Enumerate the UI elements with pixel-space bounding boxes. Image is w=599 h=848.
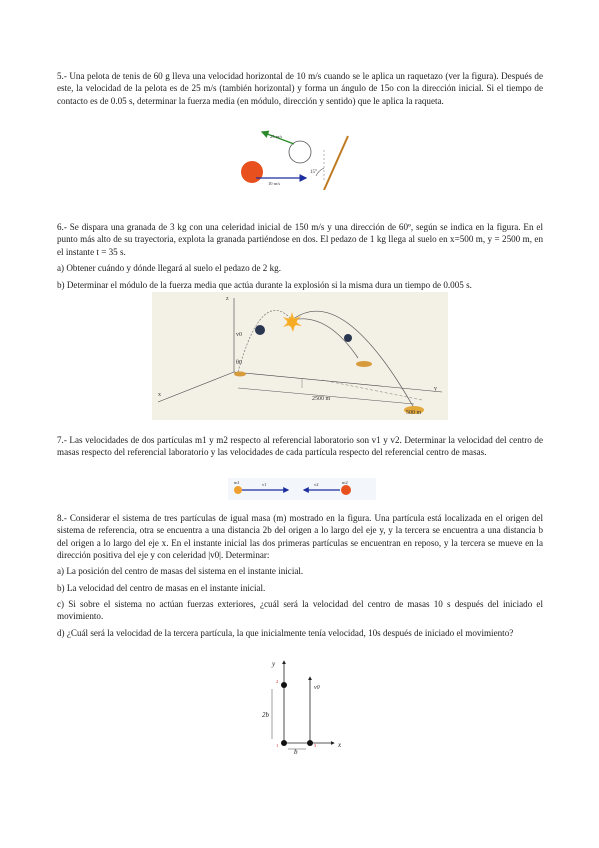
label-25ms: 25 m/s — [270, 134, 283, 139]
label-2500m: 2500 m — [312, 396, 331, 402]
particle-3-icon — [307, 740, 313, 746]
problem-8-item-a: a) La posición del centro de masas del sistema en el instante inicial. — [57, 566, 304, 576]
particle-1-icon — [281, 740, 287, 746]
label-z-axis: z — [226, 296, 229, 302]
label-y-axis: y — [434, 386, 437, 392]
label-v2: v2 — [314, 482, 319, 487]
problem-6-item-a: a) Obtener cuándo y dónde llegará al suelo el pedazo de 2 kg. — [57, 263, 281, 273]
label-x: x — [338, 741, 342, 749]
label-particle-1: 1 — [276, 743, 279, 748]
particle-m1-icon — [234, 486, 242, 494]
problem-6-text: 6.- Se dispara una granada de 3 kg con una celeridad inicial de 150 m/s y una dirección de 60º, según se indica en la figura. En el punto más alto de su trayectoria, explota la granada partiéndose en dos. El pedazo de 1 kg llega al suelo en x=500 m, y = 2500 m, en el instante t = 35 s. — [57, 222, 543, 257]
label-m1: m1 — [234, 480, 240, 485]
figure-three-particles — [258, 655, 350, 755]
label-10ms: 10 m/s — [268, 181, 281, 186]
label-particle-2: 2 — [276, 679, 279, 684]
label-theta0: θ0 — [236, 360, 242, 366]
figure-tennis-racket — [234, 130, 364, 190]
label-x-axis: x — [158, 392, 161, 398]
problem-8-item-d: d) ¿Cuál será la velocidad de la tercera partícula, la que inicialmente tenía velocidad, 10s después de iniciado el movimiento? — [57, 628, 514, 638]
label-particle-3: 3 — [314, 743, 317, 748]
ball-before-icon — [241, 161, 263, 183]
problem-8-item-b: b) La velocidad del centro de masas en el instante inicial. — [57, 583, 266, 593]
particle-2-icon — [281, 682, 287, 688]
label-y: y — [272, 660, 276, 668]
label-m2: m2 — [342, 480, 348, 485]
grenade-icon — [255, 325, 265, 335]
label-angle: 15° — [310, 170, 317, 175]
problem-8-item-c: c) Si sobre el sistema no actúan fuerzas exteriores, ¿cuál será la velocidad del centro de masas 10 s después del iniciado el movimiento. — [57, 599, 543, 622]
figure-two-particles — [228, 478, 376, 500]
problem-7-text: 7.- Las velocidades de dos partículas m1 y m2 respecto al referencial laboratorio son v1 y v2. Determinar la velocidad del centro de masas respecto del referencial laboratorio y las velocidades de cada partícula respecto del referencial centro de masas. — [57, 435, 543, 458]
label-v0-fig8: v0 — [314, 685, 320, 691]
ball-after-icon — [289, 141, 311, 163]
label-v1: v1 — [262, 482, 267, 487]
label-2b: 2b — [262, 711, 269, 719]
racket-icon — [324, 136, 348, 190]
problem-6-item-b: b) Determinar el módulo de la fuerza media que actúa durante la explosión si la misma dura un tiempo de 0.005 s. — [57, 280, 472, 290]
particle-m2-icon — [341, 485, 351, 495]
label-v0: v0 — [236, 332, 242, 338]
label-b: b — [294, 748, 298, 755]
problem-5-text: 5.- Una pelota de tenis de 60 g lleva una velocidad horizontal de 10 m/s cuando se le aplica un raquetazo (ver la figura). Después de este, la velocidad de la pelota es de 25 m/s (también horizontal) y forma un ángulo de 15o con la dirección inicial. Si el tiempo de contacto es de 0.05 s, determinar la fuerza media (en módulo, dirección y sentido) que le aplica la raqueta. — [57, 71, 543, 106]
label-500m: 500 m — [406, 410, 422, 416]
fragment-icon — [344, 334, 352, 342]
figure-grenade-trajectory — [152, 292, 448, 420]
problem-8-text: 8.- Considerar el sistema de tres partículas de igual masa (m) mostrado en la figura. Una partícula está localizada en el origen del sistema de referencia, otra se encuentra a una distancia 2b del origen a lo largo del eje y, y la tercera se encuentra a una distancia b del origen a lo largo del eje x. En el instante inicial las dos primeras partículas se encuentran en reposo, y la tercera se mueve en la dirección positiva del eje y con celeridad |v0|. Determinar: — [57, 513, 543, 561]
